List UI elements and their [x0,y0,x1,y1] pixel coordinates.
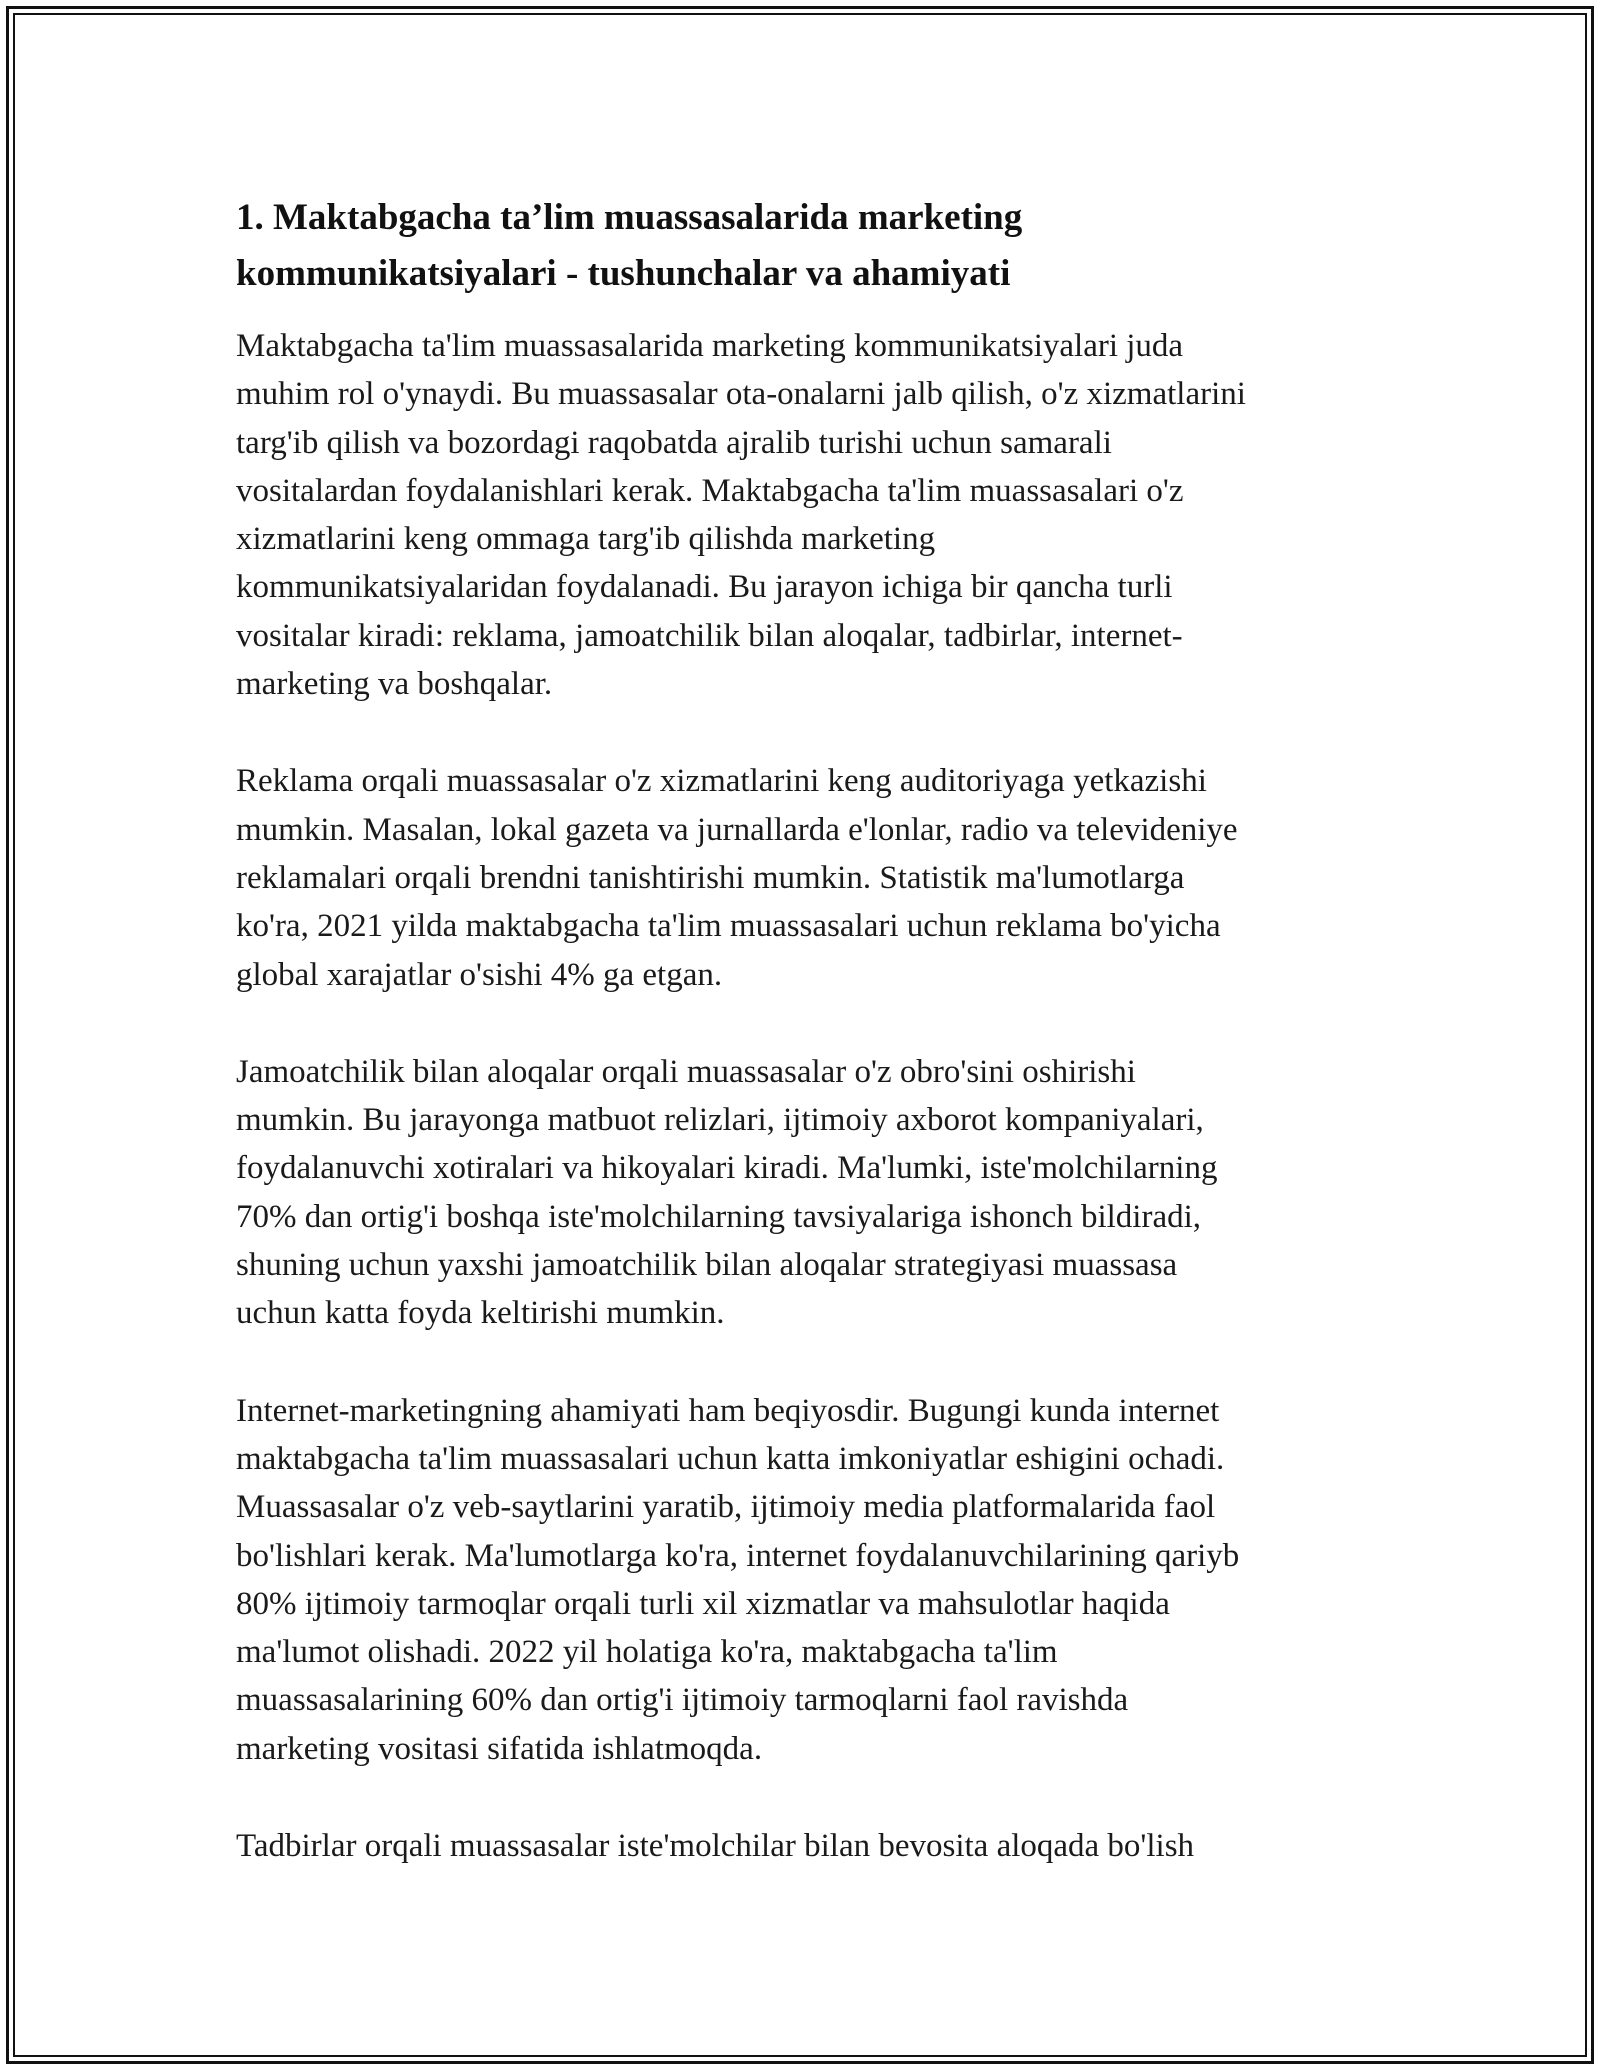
text-line: mumkin. Bu jarayonga matbuot relizlari, ijtimoiy axborot kompaniyalari, [236,1102,1204,1139]
text-line: mumkin. Masalan, lokal gazeta va jurnallarda e'lonlar, radio va televideniye [236,811,1238,848]
text-line: bo'lishlari kerak. Ma'lumotlarga ko'ra, internet foydalanuvchilarining qariyb [236,1537,1240,1574]
text-line: Internet-marketingning ahamiyati ham beqiyosdir. Bugungi kunda internet [236,1392,1220,1429]
text-line: ko'ra, 2021 yilda maktabgacha ta'lim muassasalari uchun reklama bo'yicha [236,908,1221,945]
text-line: marketing va boshqalar. [236,666,553,703]
text-line: global xarajatlar o'sishi 4% ga etgan. [236,956,723,993]
text-line: 70% dan ortig'i boshqa iste'molchilarning tavsiyalariga ishonch bildiradi, [236,1198,1202,1235]
text-line: 80% ijtimoiy tarmoqlar orqali turli xil xizmatlar va mahsulotlar haqida [236,1585,1170,1622]
text-line: Maktabgacha ta'lim muassasalarida marketing kommunikatsiyalari juda [236,328,1184,364]
text-line: shuning uchun yaxshi jamoatchilik bilan aloqalar strategiyasi muassasa [236,1247,1178,1284]
paragraph-internet-marketing [236,1387,1366,1773]
paragraph-tadbirlar [236,1822,1366,1870]
text-line: vositalardan foydalanishlari kerak. Maktabgacha ta'lim muassasalari o'z [236,472,1184,509]
text-line: Muassasalar o'z veb-saytlarini yaratib, ijtimoiy media platformalarida faol [236,1489,1216,1526]
text-line: muhim rol o'ynaydi. Bu muassasalar ota-onalarni jalb qilish, o'z xizmatlarini [236,376,1246,413]
text-line: ma'lumot olishadi. 2022 yil holatiga ko'ra, maktabgacha ta'lim [236,1634,1058,1671]
text-line: marketing vositasi sifatida ishlatmoqda. [236,1730,763,1767]
text-line: kommunikatsiyalaridan foydalanadi. Bu jarayon ichiga bir qancha turli [236,569,1173,606]
text-line: Reklama orqali muassasalar o'z xizmatlarini keng auditoriyaga yetkazishi [236,763,1207,800]
text-line: muassasalarining 60% dan ortig'i ijtimoiy tarmoqlarni faol ravishda [236,1682,1129,1719]
paragraph-reklama [236,757,1366,998]
paragraph-jamoatchilik [236,1048,1366,1338]
paragraph-intro [236,322,1366,708]
text-line: maktabgacha ta'lim muassasalari uchun katta imkoniyatlar eshigini ochadi. [236,1440,1225,1477]
text-line: xizmatlarini keng ommaga targ'ib qilishda marketing [236,521,936,558]
text-line: targ'ib qilish va bozordagi raqobatda ajralib turishi uchun samarali [236,424,1112,461]
text-line: foydalanuvchi xotiralari va hikoyalari kiradi. Ma'lumki, iste'molchilarning [236,1150,1218,1187]
text-line: uchun katta foyda keltirishi mumkin. [236,1295,725,1332]
text-line: vositalar kiradi: reklama, jamoatchilik bilan aloqalar, tadbirlar, internet- [236,617,1183,654]
heading-line: kommunikatsiyalari - tushunchalar va ahamiyati [236,253,1011,294]
section-heading [236,190,1366,302]
document-body [236,190,1366,1919]
text-line: Tadbirlar orqali muassasalar iste'molchilar bilan bevosita aloqada bo'lish [236,1828,1195,1865]
heading-line: 1. Maktabgacha ta’lim muassasalarida marketing [236,197,1023,238]
text-line: reklamalari orqali brendni tanishtirishi mumkin. Statistik ma'lumotlarga [236,859,1185,896]
text-line: Jamoatchilik bilan aloqalar orqali muassasalar o'z obro'sini oshirishi [236,1053,1136,1090]
